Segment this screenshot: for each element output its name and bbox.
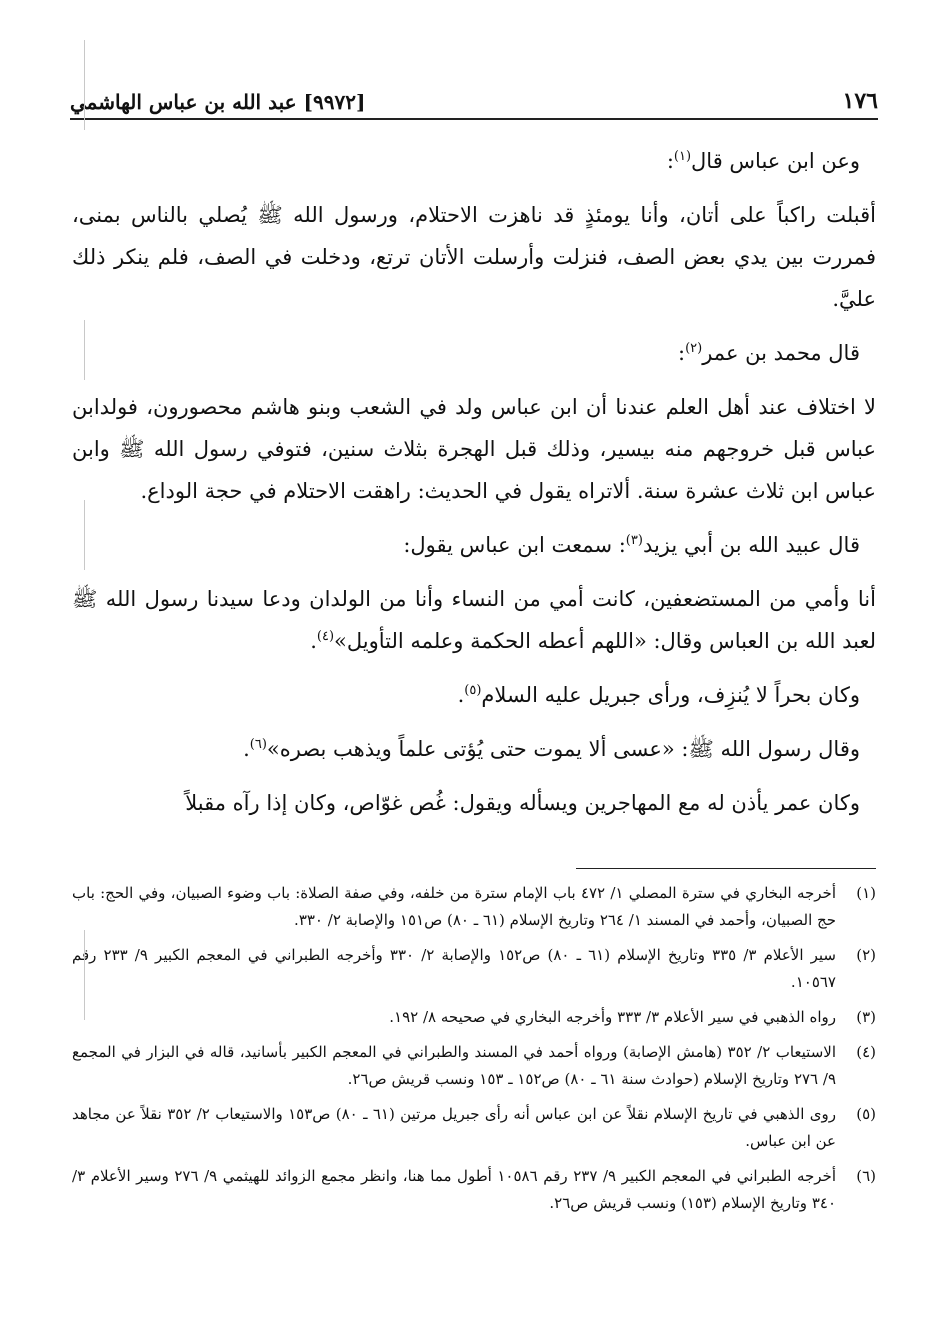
paragraph [72,674,876,716]
paragraph [72,728,876,770]
footnote-number: (٢) [856,946,876,964]
paragraph [72,332,876,374]
footnote-number: (٦) [856,1167,876,1185]
footnote-number: (٣) [856,1008,876,1026]
footnote-text: أخرجه البخاري في سترة المصلي ١/ ٤٧٢ باب الإمام سترة من خلفه، وفي صفة الصلاة: باب وضوء الصبيان، وفي الحج: باب حج الصبيان، وأحمد في المسند ١/ ٢٦٤ وتاريخ الإسلام (٦١ ـ ٨٠) ص١٥١ والإصابة ٢/ ٣٣٠. [72,884,836,929]
footnote-text: روى الذهبي في تاريخ الإسلام نقلاً عن ابن عباس أنه رأى جبريل مرتين (٦١ ـ ٨٠) ص١٥٣ والاستيعاب ٢/ ٣٥٢ نقلاً عن مجاهد عن ابن عباس. [72,1105,836,1150]
footnote-ref: (٢) [685,341,703,356]
running-title: [٩٩٧٢] عبد الله بن عباس الهاشمي [70,90,366,114]
paragraph [72,140,876,182]
footnotes [72,880,876,1225]
paragraph-text: أقبلت راكباً على أتان، وأنا يومئذٍ قد ناهزت الاحتلام، ورسول الله ﷺ يُصلي بالناس بمنى، فمررت بين يدي بعض الصف، فنزلت وأرسلت الأتان ترتع، ودخلت في الصف، فلم ينكر ذلك عليَّ. [72,203,876,311]
paragraph-text: أنا وأمي من المستضعفين، كانت أمي من النساء وأنا من الولدان ودعا سيدنا رسول الله ﷺ لعبد الله بن العباس وقال: «اللهم أعطه الحكمة وعلمه التأويل» [72,587,876,653]
scan-margin-line [84,40,85,130]
footnote-ref: (٦) [249,737,267,752]
paragraph-text: وقال رسول الله ﷺ: «عسى ألا يموت حتى يُؤتى علماً ويذهب بصره» [266,737,860,761]
footnote-ref: (٣) [625,533,643,548]
paragraph-tail: . [310,629,317,653]
footnote-number: (٥) [856,1105,876,1123]
paragraph-tail: : [678,341,686,365]
paragraph-text: لا اختلاف عند أهل العلم عندنا أن ابن عباس ولد في الشعب وبنو هاشم محصورون، فولدابن عباس قبل خروجهم منه بيسير، وذلك قبل الهجرة بثلاث سنين، فتوفي رسول الله ﷺ وابن عباس ابن ثلاث عشرة سنة. ألاتراه يقول في الحديث: راهقت الاحتلام في حجة الوداع. [72,395,876,503]
scan-margin-line [84,930,85,1020]
scan-margin-line [84,320,85,380]
paragraph-tail: . [243,737,250,761]
footnote [72,1101,876,1155]
footnote-number: (٤) [856,1043,876,1061]
footnote-number: (١) [856,884,876,902]
footnote [72,880,876,934]
footnote-text: رواه الذهبي في سير الأعلام ٣/ ٣٣٣ وأخرجه البخاري في صحيحه ٨/ ١٩٢. [389,1008,836,1026]
footnote-text: الاستيعاب ٢/ ٣٥٢ (هامش الإصابة) ورواه أحمد في المسند والطبراني في المعجم الكبير بأسانيد، قاله في البزار في المجمع ٩/ ٢٧٦ وتاريخ الإسلام (حوادث سنة ٦١ ـ ٨٠) ص١٥٢ ـ ١٥٣ ونسب قريش ص٢٦. [72,1043,836,1088]
quote-paragraph [72,194,876,320]
paragraph [72,782,876,824]
paragraph-tail: . [457,683,465,707]
main-text [72,140,876,836]
footnote-separator [576,868,876,869]
paragraph-text: قال محمد بن عمر [702,341,860,365]
paragraph-tail: : [666,149,674,173]
footnote [72,942,876,996]
paragraph [72,524,876,566]
footnote [72,1039,876,1093]
paragraph-tail: : سمعت ابن عباس يقول: [403,533,626,557]
header-rule [70,118,878,120]
footnote [72,1004,876,1031]
footnote-ref: (٤) [316,629,335,644]
page-header [70,74,878,114]
paragraph-text: وعن ابن عباس قال [691,149,860,173]
footnote-text: سير الأعلام ٣/ ٣٣٥ وتاريخ الإسلام (٦١ ـ ٨٠) ص١٥٢ والإصابة ٢/ ٣٣٠ وأخرجه الطبراني في المعجم الكبير ٩/ ٢٣٣ رقم ١٠٥٦٧. [72,946,836,991]
footnote-text: أخرجه الطبراني في المعجم الكبير ٩/ ٢٣٧ رقم ١٠٥٨٦ أطول مما هنا، وانظر مجمع الزوائد للهيثمي ٩/ ٢٧٦ وسير الأعلام ٣/ ٣٤٠ وتاريخ الإسلام (١٥٣) ونسب قريش ص٢٦. [72,1167,836,1212]
footnote [72,1163,876,1217]
paragraph-text: وكان بحراً لا يُنزِف، ورأى جبريل عليه السلام [481,683,860,707]
footnote-ref: (٥) [464,683,482,698]
quote-paragraph [72,386,876,512]
quote-paragraph [72,578,876,662]
footnote-ref: (١) [673,149,692,164]
paragraph-text: وكان عمر يأذن له مع المهاجرين ويسأله ويقول: غُص غوّاص، وكان إذا رآه مقبلاً [185,791,860,815]
page-number: ١٧٦ [842,88,878,114]
scan-margin-line [84,500,85,570]
paragraph-text: قال عبيد الله بن أبي يزيد [642,533,860,557]
